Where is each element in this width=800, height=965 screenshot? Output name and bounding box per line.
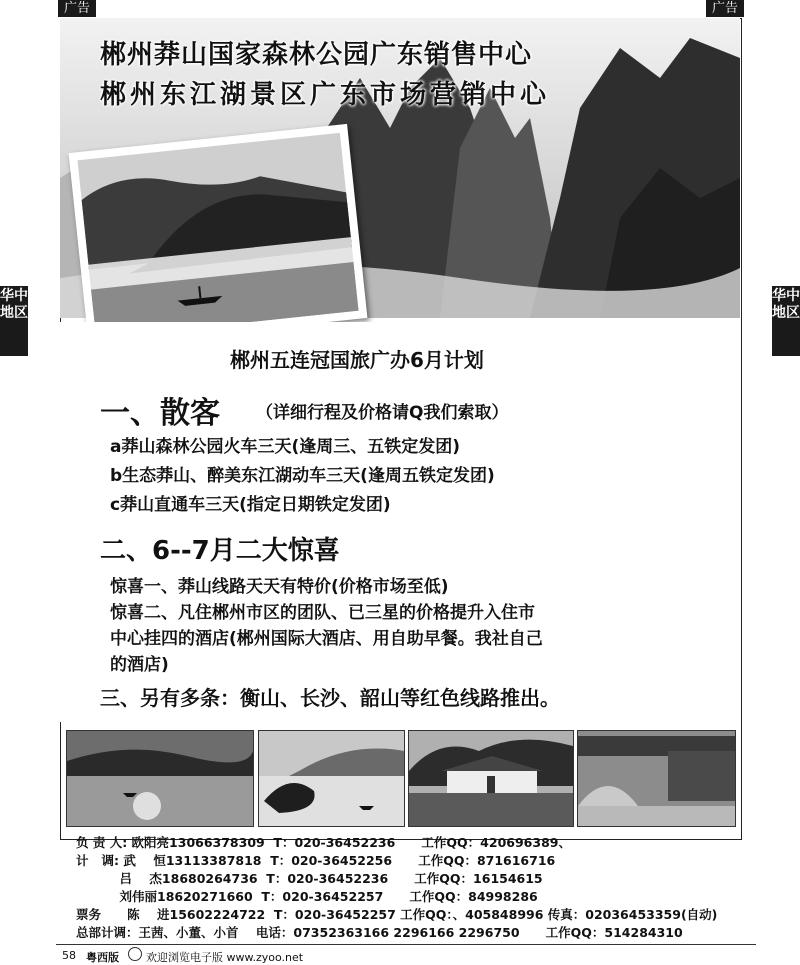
footer-rule [56,944,756,945]
misty-island-photo [258,730,405,827]
contact-line: 总部计调：王茜、小董、小首 电话：07352363166 2296166 2296750 工作QQ：514284310 [76,925,683,940]
ad-label-right: 广告 [706,0,744,17]
section1-heading: 一、散客 [100,396,220,431]
header-title-line1: 郴州莽山国家森林公园广东销售中心 [100,40,533,70]
region-tab-right: 华中地区 [772,286,800,356]
contact-line: 票务 陈 进15602224722 T：020-36452257 工作QQ：、405848996 传真：02036453359(自动) [76,907,718,922]
welcome-link[interactable]: 欢迎浏览电子版 www.zyoo.net [146,951,304,964]
old-town-bridge-photo [577,730,736,827]
edition-label: 粤西版 [86,951,119,964]
surprise-line: 惊喜二、凡住郴州市区的团队、已三星的价格提升入住市 [110,603,535,623]
tour-item: c莽山直通车三天(指定日期铁定发团) [110,495,391,515]
region-tab-left: 华中地区 [0,286,28,356]
contact-line: 负 责 人: 欧阳亮13066378309 T：020-36452236 工作QQ：420696389、 [76,835,571,850]
ad-label-left: 广告 [58,0,96,17]
contact-line: 刘伟丽18620271660 T：020-36452257 工作QQ：84998286 [76,889,538,904]
lake-sunrise-photo [66,730,254,827]
section3-line: 三、另有多条：衡山、长沙、韶山等红色线路推出。 [100,686,560,710]
lake-boat-photo [69,124,368,347]
contact-line: 吕 杰18680264736 T：020-36452236 工作QQ：16154615 [76,871,543,886]
zyoo-logo-icon [128,947,142,961]
contact-line: 计 调: 武 恒13113387818 T：020-36452256 工作QQ：871616716 [76,853,556,868]
section2-heading: 二、6--7月二大惊喜 [100,536,340,566]
tour-item: a莽山森林公园火车三天(逢周三、五铁定发团) [110,437,461,457]
surprise-line: 的酒店) [110,655,169,675]
plan-title: 郴州五连冠国旅广办6月计划 [230,348,484,372]
section1-note: （详细行程及价格请Q我们索取） [256,403,509,423]
header-title-line2: 郴州东江湖景区广东市场营销中心 [100,80,551,110]
surprise-line: 惊喜一、莽山线路天天有特价(价格市场至低) [110,577,449,597]
page-number: 58 [62,949,76,962]
village-house-photo [408,730,574,827]
surprise-line: 中心挂四的酒店(郴州国际大酒店、用自助早餐。我社自己 [110,629,543,649]
tour-item: b生态莽山、醉美东江湖动车三天(逢周五铁定发团) [110,466,495,486]
